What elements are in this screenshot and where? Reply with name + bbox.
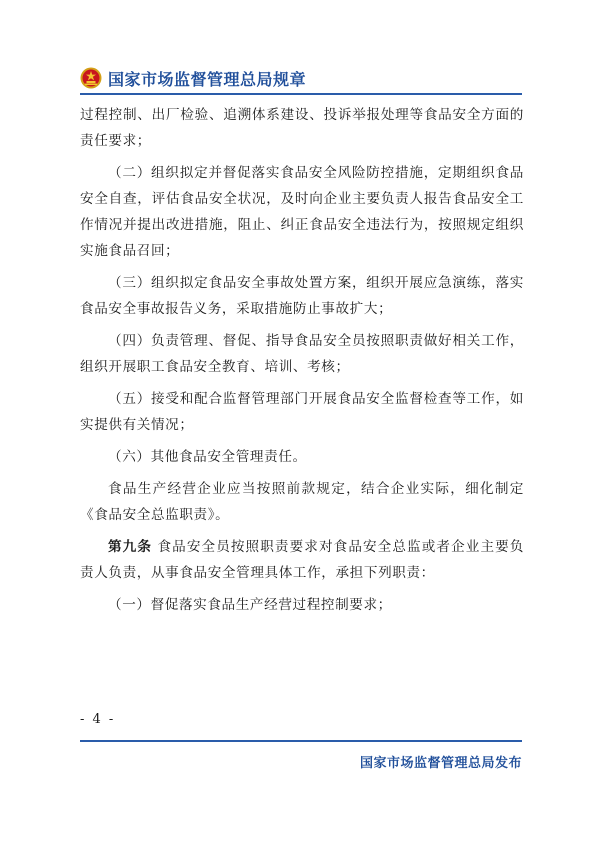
paragraph-requirement: 食品生产经营企业应当按照前款规定，结合企业实际，细化制定《食品安全总监职责》。 [80, 481, 524, 523]
header-divider [80, 93, 522, 95]
article-9-text: 食品安全员按照职责要求对食品安全总监或者企业主要负责人负责，从事食品安全管理具体工作，承担下列职责： [80, 539, 525, 581]
paragraph-item-2: （二）组织拟定并督促落实食品安全风险防控措施，定期组织食品安全自查，评估食品安全状况，及时向企业主要负责人报告食品安全工作情况并提出改进措施，阻止、纠正食品安全违法行为，按照规定组织实施食品召回； [80, 165, 524, 259]
paragraph-item-6: （六）其他食品安全管理责任。 [108, 449, 307, 465]
paragraph-item-4: （四）负责管理、督促、指导食品安全员按照职责做好相关工作，组织开展职工食品安全教育、培训、考核； [80, 333, 524, 375]
footer-divider [80, 740, 522, 742]
paragraph-continuation: 过程控制、出厂检验、追溯体系建设、投诉举报处理等食品安全方面的责任要求； [80, 107, 524, 149]
paragraph-item-3: （三）组织拟定食品安全事故处置方案，组织开展应急演练，落实食品安全事故报告义务，采取措施防止事故扩大； [80, 275, 524, 317]
article-9-label: 第九条 [108, 539, 153, 555]
document-body [80, 102, 524, 624]
header-title: 国家市场监督管理总局规章 [108, 69, 307, 89]
page-header [80, 66, 306, 90]
article-9-paragraph [80, 534, 524, 586]
footer-publisher: 国家市场监督管理总局发布 [359, 756, 522, 771]
national-emblem-icon [80, 67, 102, 89]
paragraph-item-5: （五）接受和配合监督管理部门开展食品安全监督检查等工作，如实提供有关情况； [80, 391, 524, 433]
page-number: - 4 - [80, 712, 116, 727]
paragraph-article9-item-1: （一）督促落实食品生产经营过程控制要求； [108, 597, 392, 613]
